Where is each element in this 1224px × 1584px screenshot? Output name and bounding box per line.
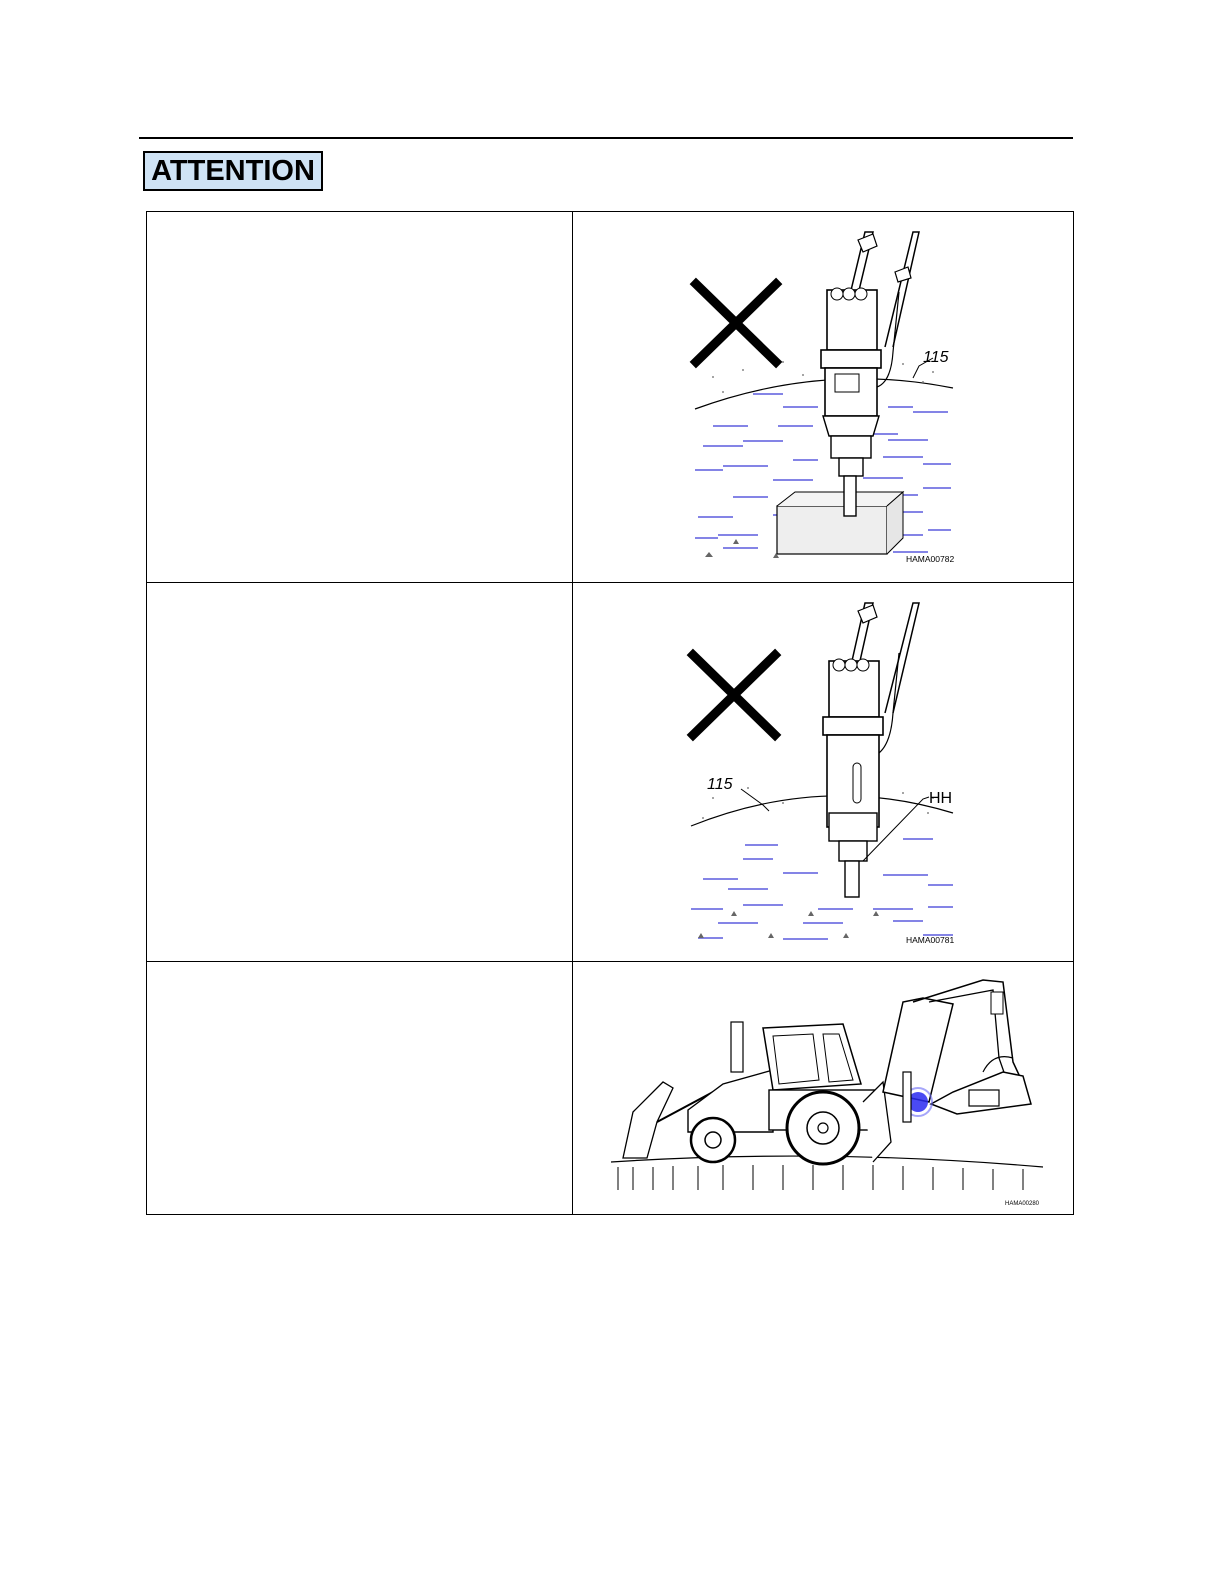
breaker-submerged-illustration — [573, 583, 1073, 961]
row-1-figure-cell — [573, 212, 1074, 583]
callout-label: 115 — [707, 776, 733, 793]
figure-code: HAMA00782 — [906, 554, 955, 564]
figure-code: HAMA00781 — [906, 935, 955, 945]
table-row — [147, 212, 1074, 583]
table-row — [147, 583, 1074, 962]
callout-label: 115 — [923, 349, 949, 366]
figure-code: HAMA00280 — [1005, 1201, 1040, 1207]
breaker-underwater-illustration — [573, 212, 1073, 582]
prohibited-x-icon — [696, 284, 776, 362]
attention-label: ATTENTION — [143, 151, 323, 191]
row-2-text-cell — [147, 583, 573, 962]
row-3-figure-cell — [573, 962, 1074, 1215]
backhoe-breaker-illustration — [573, 962, 1073, 1214]
table-row — [147, 962, 1074, 1215]
row-1-text-cell — [147, 212, 573, 583]
instruction-table — [146, 211, 1074, 1215]
row-3-text-cell — [147, 962, 573, 1215]
top-rule — [139, 137, 1073, 139]
prohibited-x-icon — [693, 655, 775, 735]
callout-label: HH — [929, 790, 953, 807]
concrete-block — [777, 506, 887, 554]
ground-ticks — [618, 1165, 1023, 1190]
row-2-figure-cell — [573, 583, 1074, 962]
water-lines — [691, 839, 953, 939]
